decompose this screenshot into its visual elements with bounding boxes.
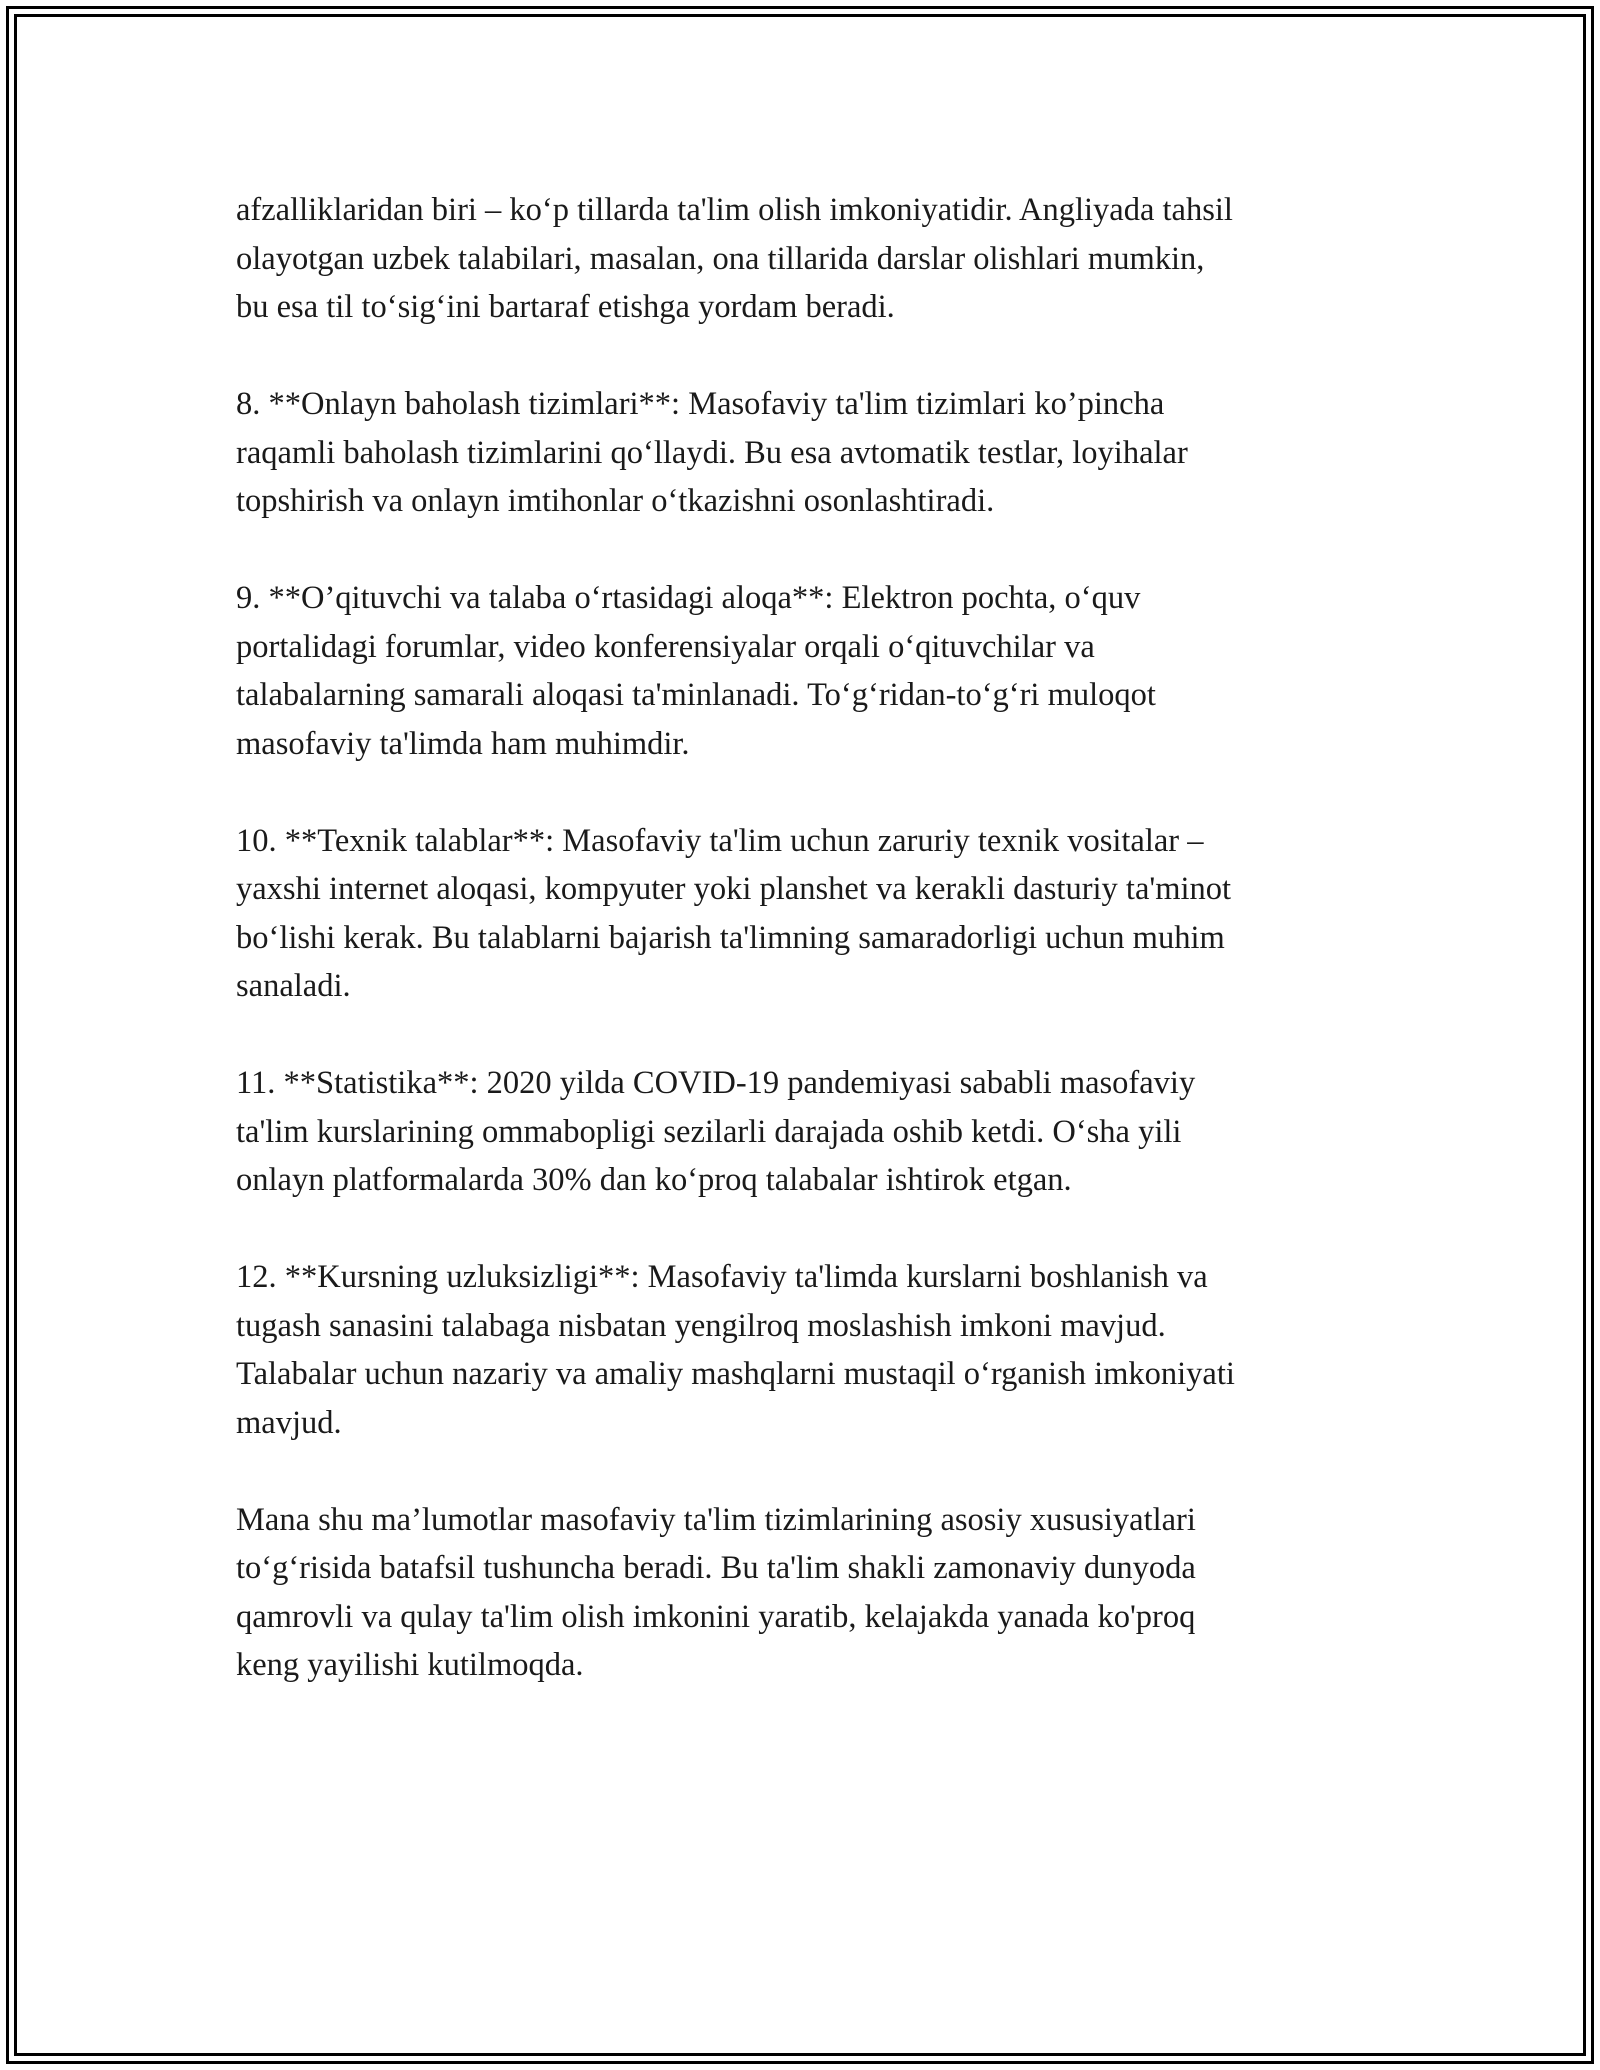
- paragraph-item-10: [236, 817, 1376, 1011]
- text-line: ta'lim kurslarining ommabopligi sezilarli darajada oshib ketdi. Oʻsha yili: [236, 1113, 1182, 1150]
- text-line: topshirish va onlayn imtihonlar oʻtkazishni osonlashtiradi.: [236, 483, 995, 519]
- text-line: sanaladi.: [236, 968, 351, 1004]
- text-line: 12. **Kursning uzluksizligi**: Masofaviy ta'limda kurslarni boshlanish va: [236, 1259, 1208, 1295]
- text-line: talabalarning samarali aloqasi ta'minlanadi. Toʻgʻridan-toʻgʻri muloqot: [236, 677, 1156, 713]
- paragraph-item-11: [236, 1059, 1376, 1205]
- text-line: tugash sanasini talabaga nisbatan yengilroq moslashish imkoni mavjud.: [236, 1307, 1166, 1344]
- paragraph-item-12: [236, 1253, 1376, 1447]
- text-line: toʻgʻrisida batafsil tushuncha beradi. Bu ta'lim shakli zamonaviy dunyoda: [236, 1550, 1196, 1586]
- text-line: mavjud.: [236, 1404, 342, 1441]
- text-line: 9. **O’qituvchi va talaba oʻrtasidagi aloqa**: Elektron pochta, oʻquv: [236, 580, 1141, 616]
- text-line: masofaviy ta'limda ham muhimdir.: [236, 725, 690, 762]
- paragraph-item-8: [236, 380, 1376, 526]
- paragraph-conclusion: [236, 1496, 1376, 1690]
- text-line: Talabalar uchun nazariy va amaliy mashqlarni mustaqil oʻrganish imkoniyati: [236, 1356, 1235, 1392]
- text-line: boʻlishi kerak. Bu talablarni bajarish ta'limning samaradorligi uchun muhim: [236, 919, 1225, 956]
- text-line: 10. **Texnik talablar**: Masofaviy ta'lim uchun zaruriy texnik vositalar –: [236, 822, 1204, 859]
- paragraph-intro-continuation: [236, 186, 1376, 332]
- text-line: portalidagi forumlar, video konferensiyalar orqali oʻqituvchilar va: [236, 628, 1095, 665]
- text-line: onlayn platformalarda 30% dan koʻproq talabalar ishtirok etgan.: [236, 1162, 1072, 1198]
- text-line: 8. **Onlayn baholash tizimlari**: Masofaviy ta'lim tizimlari ko’pincha: [236, 386, 1165, 422]
- paragraph-item-9: [236, 574, 1376, 768]
- text-line: 11. **Statistika**: 2020 yilda COVID-19 pandemiyasi sababli masofaviy: [236, 1065, 1196, 1101]
- text-line: keng yayilishi kutilmoqda.: [236, 1647, 584, 1683]
- text-line: yaxshi internet aloqasi, kompyuter yoki planshet va kerakli dasturiy ta'minot: [236, 871, 1232, 907]
- text-line: afzalliklaridan biri – koʻp tillarda ta'lim olish imkoniyatidir. Angliyada tahsil: [236, 192, 1233, 228]
- text-line: raqamli baholash tizimlarini qoʻllaydi. Bu esa avtomatik testlar, loyihalar: [236, 434, 1188, 471]
- text-line: bu esa til toʻsigʻini bartaraf etishga yordam beradi.: [236, 289, 895, 325]
- text-line: Mana shu ma’lumotlar masofaviy ta'lim tizimlarining asosiy xususiyatlari: [236, 1501, 1196, 1538]
- text-line: qamrovli va qulay ta'lim olish imkonini yaratib, kelajakda yanada ko'proq: [236, 1598, 1196, 1635]
- text-line: olayotgan uzbek talabilari, masalan, ona tillarida darslar olishlari mumkin,: [236, 240, 1205, 277]
- document-body: [236, 186, 1376, 1738]
